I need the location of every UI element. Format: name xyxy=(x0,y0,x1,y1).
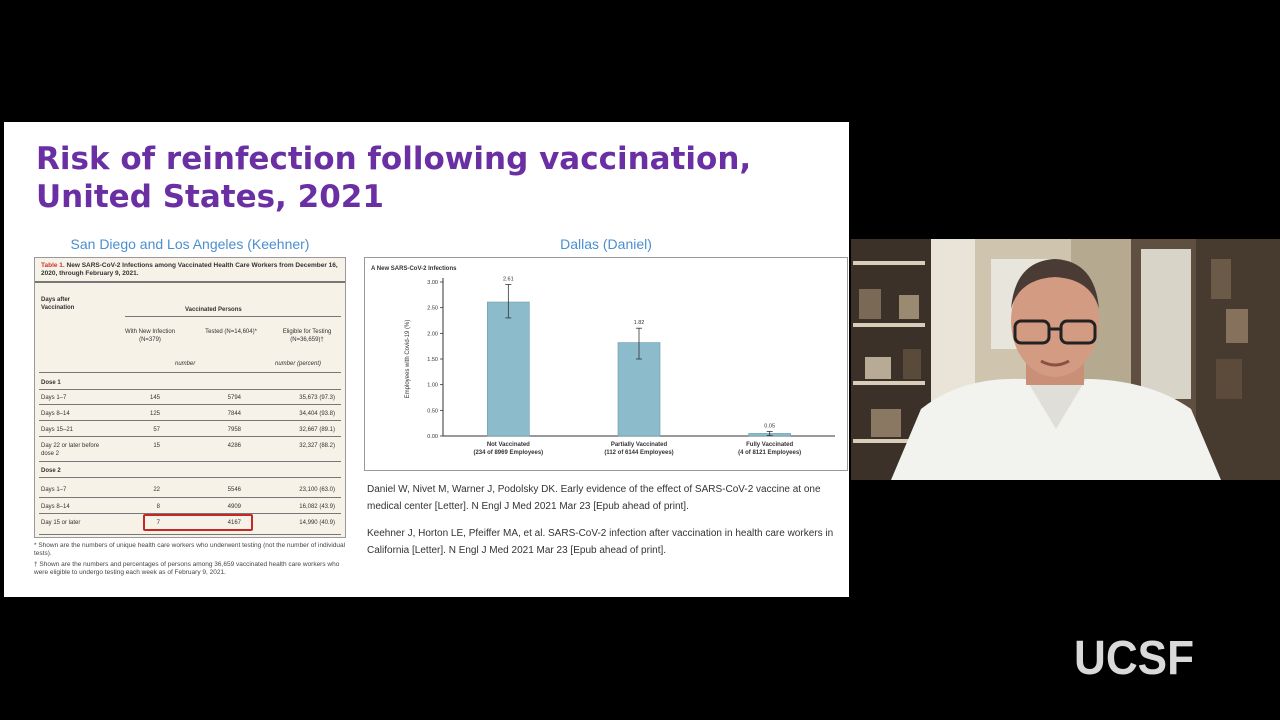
group-header: Vaccinated Persons xyxy=(185,307,242,313)
x-tick-label: Fully Vaccinated xyxy=(746,442,794,448)
x-tick-label: Partially Vaccinated xyxy=(610,442,668,448)
dose1-label: Dose 1 xyxy=(41,380,61,386)
x-tick-sublabel: (234 of 8969 Employees) xyxy=(473,450,544,456)
y-tick-label: 1.50 xyxy=(427,357,438,363)
infection-table xyxy=(34,257,346,538)
row-eligible: 32,327 (88.2) xyxy=(299,443,335,449)
y-tick-label: 0.50 xyxy=(427,408,438,415)
dose2-label: Dose 2 xyxy=(41,468,61,474)
table-footnote-2: † Shown are the numbers and percentages of persons among 36,659 vaccinated health care workers who were eligible to undergo testing each week as of February 9, 2021. xyxy=(34,561,340,576)
row-tested: 5546 xyxy=(227,487,241,493)
left-subtitle: San Diego and Los Angeles (Keehner) xyxy=(70,236,310,252)
row-days: Day 22 or later before dose 2 xyxy=(41,443,100,457)
presentation-slide xyxy=(4,122,849,597)
row-infected: 125 xyxy=(149,411,160,417)
row-infected: 22 xyxy=(153,487,160,493)
column-header-eligible: Eligible for Testing (N=36,659)† xyxy=(282,329,332,343)
row-tested: 7958 xyxy=(227,427,241,433)
row-eligible: 16,082 (43.9) xyxy=(299,504,335,510)
x-tick-sublabel: (112 of 6144 Employees) xyxy=(604,450,674,456)
y-tick-label: 2.50 xyxy=(427,305,438,312)
table-caption-label: Table 1. xyxy=(41,262,65,269)
data-label: 1.82 xyxy=(633,320,645,327)
row-tested: 4909 xyxy=(227,504,241,510)
table-caption-text: New SARS-CoV-2 Infections among Vaccinated Health Care Workers from December 16, 2020, through February 9, 2021. xyxy=(41,262,338,277)
row-days: Days 8–14 xyxy=(41,504,70,510)
unit-number-percent: number (percent) xyxy=(275,361,322,367)
row-eligible: 32,667 (89.1) xyxy=(299,427,335,433)
row-days: Days 15–21 xyxy=(41,427,74,433)
row-infected: 57 xyxy=(153,427,160,433)
chart-panel-label: A New SARS-CoV-2 Infections xyxy=(371,266,457,272)
highlight-box xyxy=(143,514,253,531)
right-subtitle: Dallas (Daniel) xyxy=(560,236,652,252)
row-eligible: 23,100 (63.0) xyxy=(299,487,335,493)
data-label: 0.05 xyxy=(764,423,776,430)
speaker-video xyxy=(851,239,1280,480)
row-tested: 5794 xyxy=(227,395,241,401)
row-eligible: 14,990 (40.9) xyxy=(299,520,335,526)
reference-daniel: Daniel W, Nivet M, Warner J, Podolsky DK. Early evidence of the effect of SARS-CoV-2 vaccine at one medical center [Letter]. N Engl J Med 2021 Mar 23 [Epub ahead of print]. xyxy=(367,484,821,512)
row-eligible: 34,404 (93.8) xyxy=(299,411,335,417)
row-tested: 4167 xyxy=(227,520,241,526)
row-infected: 8 xyxy=(156,504,160,510)
webcam-feed xyxy=(851,239,1280,480)
row-days: Days 8–14 xyxy=(41,411,70,417)
row-eligible: 35,673 (97.3) xyxy=(299,395,335,401)
x-tick-label: Not Vaccinated xyxy=(486,442,530,448)
ucsf-logo xyxy=(1072,626,1196,696)
y-tick-label: 1.00 xyxy=(427,382,438,389)
row-infected: 145 xyxy=(149,395,160,401)
table-footnote-1: * Shown are the numbers of unique health care workers who underwent testing (not the number of individual tests). xyxy=(34,542,346,557)
row-infected: 7 xyxy=(156,520,160,526)
row-tested: 4286 xyxy=(227,443,241,449)
reference-keehner: Keehner J, Horton LE, Pfeiffer MA, et al. SARS-CoV-2 infection after vaccination in health care workers in California [Letter]. N Engl J Med 2021 Mar 23 [Epub ahead of print]. xyxy=(367,528,834,556)
x-tick-sublabel: (4 of 8121 Employees) xyxy=(738,450,802,456)
ucsf-logo-text: UCSF xyxy=(1074,632,1194,685)
y-tick-label: 3.00 xyxy=(427,280,438,286)
bar xyxy=(487,302,529,436)
y-tick-label: 0.00 xyxy=(427,434,438,440)
slide-title: Risk of reinfection following vaccination, United States, 2021 xyxy=(36,141,752,215)
row-days: Day 15 or later xyxy=(41,520,81,526)
column-header-days: Days after Vaccination xyxy=(41,297,75,311)
infection-chart xyxy=(364,257,848,471)
data-label: 2.61 xyxy=(502,276,514,283)
y-axis-label: Employees with Covid-19 (%) xyxy=(405,319,411,399)
row-days: Days 1–7 xyxy=(41,395,67,401)
row-days: Days 1–7 xyxy=(41,487,67,493)
column-header-infected: With New Infection (N=379) xyxy=(124,329,176,343)
chart-svg xyxy=(365,258,847,470)
column-header-tested: Tested (N=14,604)* xyxy=(205,329,257,335)
unit-number: number xyxy=(175,361,196,367)
row-infected: 15 xyxy=(153,443,160,449)
y-tick-label: 2.00 xyxy=(427,331,438,338)
row-tested: 7844 xyxy=(227,411,241,417)
